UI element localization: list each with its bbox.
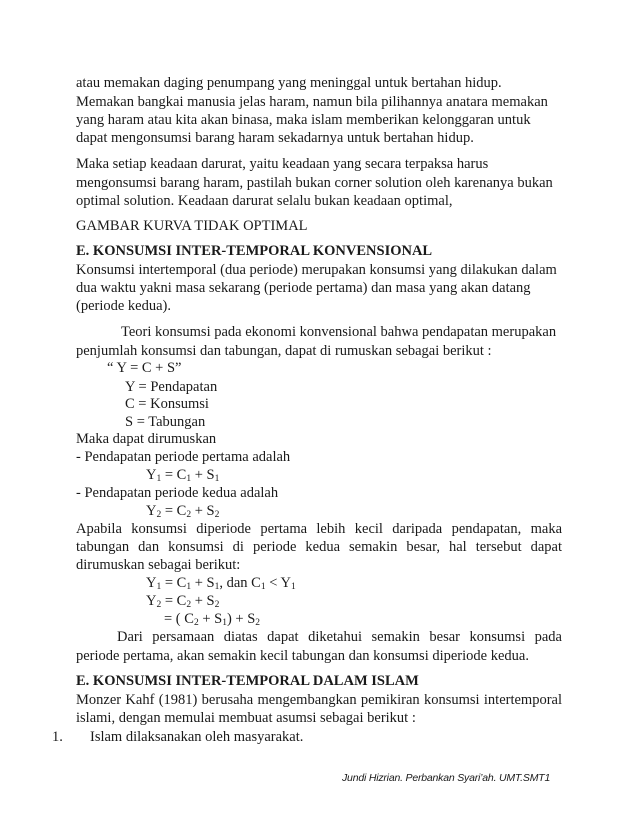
paragraph-line: Konsumsi intertemporal (dua periode) merupakan konsumsi yang dilakukan dalam	[76, 262, 557, 278]
paragraph-line: islami, dengan memulai membuat asumsi sebagai berikut :	[76, 710, 416, 726]
paragraph-line: optimal solution. Keadaan darurat selalu bukan keadaan optimal,	[76, 193, 453, 209]
equation: $Y_2 = C_2 + S_2$	[146, 593, 220, 610]
paragraph-line: Apabila konsumsi diperiode pertama lebih kecil daripada pendapatan, maka	[76, 521, 562, 537]
paragraph-line: - Pendapatan periode kedua adalah	[76, 485, 279, 501]
equation: = ( $C_2 + S_1) + S_2$	[164, 611, 261, 628]
paragraph-line: Teori konsumsi pada ekonomi konvensional bahwa pendapatan merupakan	[121, 324, 557, 340]
definition-line: Y = Pendapatan	[125, 379, 218, 395]
paragraph-line: Monzer Kahf (1981) berusaha mengembangkan pemikiran konsumsi intertemporal	[76, 692, 562, 708]
definition-line: S = Tabungan	[125, 414, 206, 430]
figure-note: GAMBAR KURVA TIDAK OPTIMAL	[76, 218, 308, 234]
paragraph-line: Dari persamaan diatas dapat diketahui semakin besar konsumsi pada	[117, 629, 562, 645]
paragraph-line: dapat mengonsumsi barang haram sekadarnya untuk bertahan hidup.	[76, 130, 474, 146]
paragraph-line: Maka setiap keadaan darurat, yaitu keadaan yang secara terpaksa harus	[76, 156, 489, 172]
section-heading: E. KONSUMSI INTER-TEMPORAL KONVENSIONAL	[76, 243, 433, 259]
paragraph-line: dua waktu yakni masa sekarang (periode pertama) dan masa yang akan datang	[76, 280, 531, 296]
paragraph-line: periode pertama, akan semakin kecil tabungan dan konsumsi diperiode kedua.	[76, 648, 529, 664]
paragraph-line: dirumuskan sebagai berikut:	[76, 557, 241, 573]
paragraph-line: yang haram atau kita akan binasa, maka islam memberikan kelonggaran untuk	[76, 112, 531, 128]
paragraph-line: Memakan bangkai manusia jelas haram, namun bila pilihannya anatara memakan	[76, 94, 548, 110]
paragraph-line: (periode kedua).	[76, 298, 172, 314]
paragraph-line: Maka dapat dirumuskan	[76, 431, 217, 447]
equation: $Y_1 = C_1 + S_1$, dan $C_1 < Y_1$	[146, 575, 296, 592]
page-footer: Jundi Hizrian. Perbankan Syari’ah. UMT.SMT1	[342, 772, 551, 784]
formula: “ Y = C + S”	[107, 360, 182, 376]
equation: $Y_1 = C_1 + S_1$	[146, 467, 220, 484]
paragraph-line: - Pendapatan periode pertama adalah	[76, 449, 291, 465]
paragraph-line: atau memakan daging penumpang yang meninggal untuk bertahan hidup.	[76, 75, 502, 91]
equation: $Y_2 = C_2 + S_2$	[146, 503, 220, 520]
list-item: Islam dilaksanakan oleh masyarakat.	[90, 729, 304, 745]
definition-line: C = Konsumsi	[125, 396, 209, 412]
paragraph-line: mengonsumsi barang haram, pastilah bukan corner solution oleh karenanya bukan	[76, 175, 553, 191]
paragraph-line: tabungan dan konsumsi di periode kedua semakin besar, hal tersebut dapat	[76, 539, 562, 555]
list-number: 1.	[52, 729, 63, 745]
section-heading: E. KONSUMSI INTER-TEMPORAL DALAM ISLAM	[76, 673, 419, 689]
paragraph-line: penjumlah konsumsi dan tabungan, dapat di rumuskan sebagai berikut :	[76, 343, 492, 359]
